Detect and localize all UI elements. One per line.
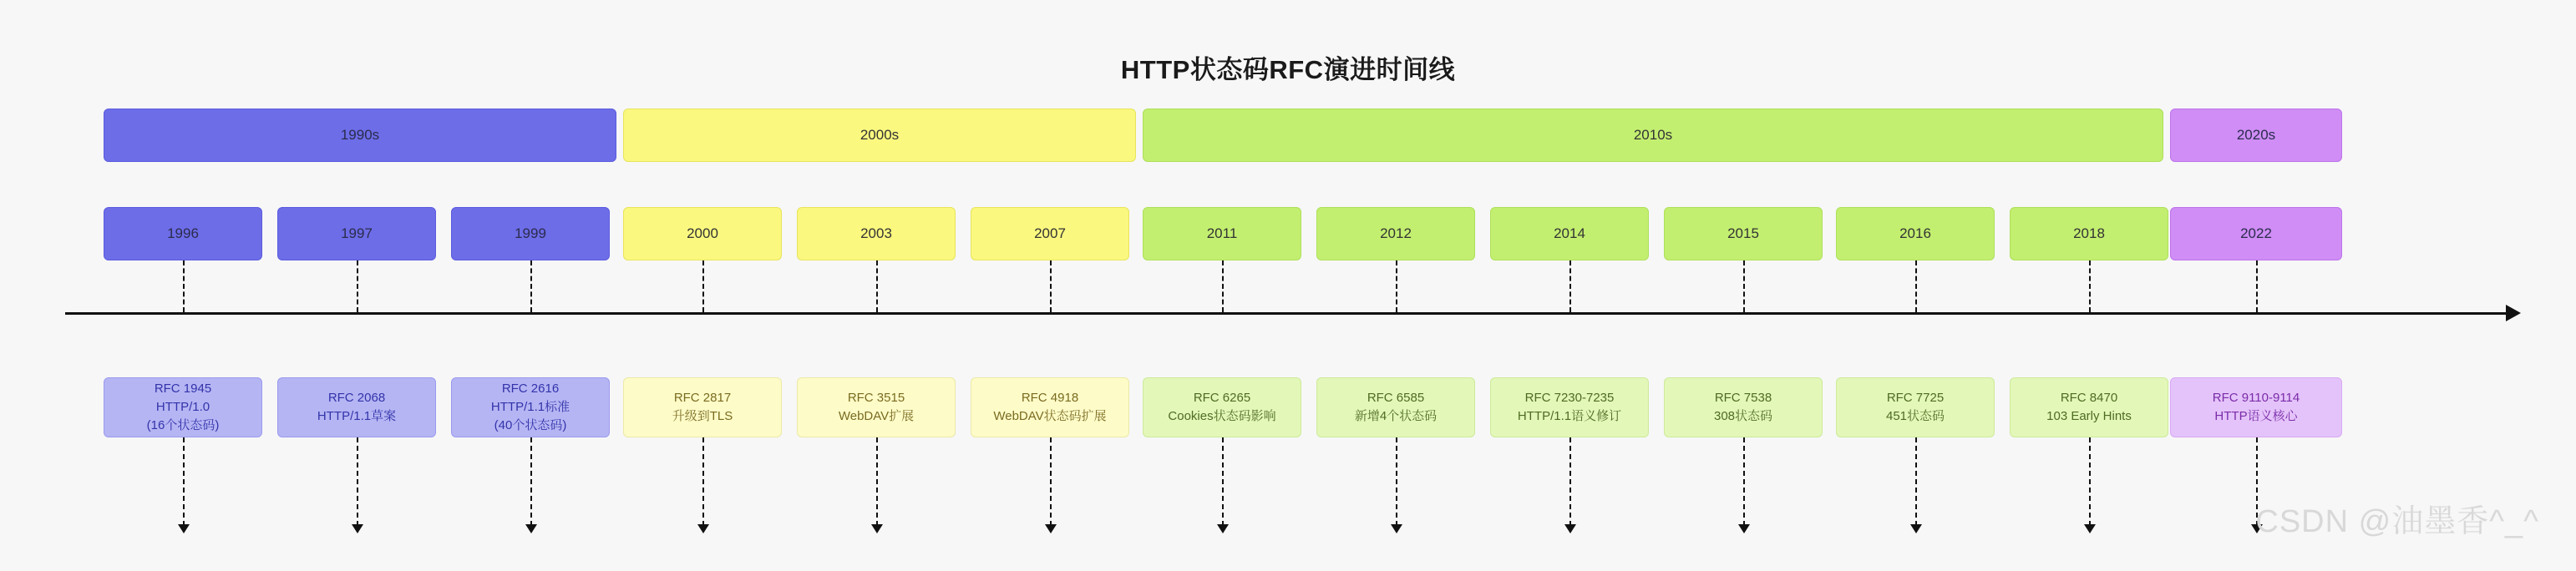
connector-line — [1569, 260, 1571, 312]
connector-arrow-icon — [352, 524, 363, 533]
connector-line — [357, 437, 358, 526]
year-label: 2018 — [2073, 225, 2105, 241]
rfc-description: WebDAV状态码扩展 — [993, 409, 1107, 423]
rfc-card — [1836, 377, 1995, 437]
rfc-card — [971, 377, 1129, 437]
rfc-description: HTTP/1.1语义修订 — [1517, 409, 1622, 423]
connector-arrow-icon — [1391, 524, 1402, 533]
year-block — [1664, 207, 1823, 260]
year-block — [2010, 207, 2168, 260]
rfc-extra: (40个状态码) — [494, 417, 567, 432]
rfc-card — [2010, 377, 2168, 437]
connector-line — [1396, 437, 1397, 526]
rfc-description: Cookies状态码影响 — [1168, 409, 1276, 423]
year-block — [451, 207, 610, 260]
watermark: CSDN @油墨香^_^ — [2255, 504, 2539, 539]
rfc-card — [104, 377, 262, 437]
year-block — [277, 207, 436, 260]
rfc-description: HTTP语义核心 — [2214, 409, 2298, 423]
rfc-id: RFC 7538 — [1714, 391, 1772, 406]
rfc-description: 新增4个状态码 — [1354, 409, 1438, 423]
connector-line — [702, 437, 704, 526]
connector-arrow-icon — [1738, 524, 1750, 533]
rfc-card — [1316, 377, 1475, 437]
page-title: HTTP状态码RFC演进时间线 — [1120, 55, 1456, 84]
connector-arrow-icon — [871, 524, 883, 533]
rfc-id: RFC 2817 — [673, 391, 732, 406]
rfc-description: 升级到TLS — [672, 409, 733, 423]
year-label: 2012 — [1380, 225, 1412, 241]
connector-line — [1569, 437, 1571, 526]
connector-line — [183, 260, 185, 312]
rfc-description: HTTP/1.1标准 — [490, 400, 570, 415]
rfc-description: 308状态码 — [1713, 409, 1773, 423]
connector-arrow-icon — [525, 524, 537, 533]
year-label: 2014 — [1554, 225, 1585, 241]
connector-line — [530, 437, 532, 526]
connector-arrow-icon — [2084, 524, 2096, 533]
connector-line — [1743, 260, 1745, 312]
year-label: 1999 — [515, 225, 546, 241]
connector-line — [702, 260, 704, 312]
connector-line — [2089, 437, 2091, 526]
connector-line — [1050, 437, 1052, 526]
connector-line — [876, 260, 878, 312]
connector-line — [1396, 260, 1397, 312]
era-block — [623, 109, 1136, 162]
era-label: 2010s — [1633, 127, 1673, 143]
rfc-id: RFC 2068 — [327, 391, 386, 406]
connector-arrow-icon — [1217, 524, 1229, 533]
year-block — [797, 207, 956, 260]
connector-line — [2089, 260, 2091, 312]
rfc-id: RFC 7725 — [1886, 391, 1945, 406]
year-label: 2016 — [1899, 225, 1931, 241]
rfc-card — [797, 377, 956, 437]
connector-arrow-icon — [178, 524, 190, 533]
connector-arrow-icon — [1910, 524, 1922, 533]
connector-line — [1915, 437, 1917, 526]
connector-arrow-icon — [1564, 524, 1576, 533]
connector-line — [1222, 260, 1224, 312]
era-block — [1143, 109, 2163, 162]
rfc-card — [1490, 377, 1649, 437]
connector-line — [1050, 260, 1052, 312]
year-block — [104, 207, 262, 260]
year-label: 2007 — [1034, 225, 1066, 241]
rfc-id: RFC 9110-9114 — [2212, 391, 2300, 406]
year-label: 2000 — [687, 225, 718, 241]
era-block — [104, 109, 616, 162]
era-label: 2020s — [2236, 127, 2276, 143]
connector-line — [530, 260, 532, 312]
rfc-id: RFC 7230-7235 — [1524, 391, 1615, 406]
rfc-id: RFC 6585 — [1367, 391, 1425, 406]
year-label: 2003 — [860, 225, 892, 241]
year-label: 2015 — [1727, 225, 1759, 241]
rfc-description: 103 Early Hints — [2046, 409, 2132, 423]
rfc-description: HTTP/1.1草案 — [317, 409, 397, 423]
era-label: 1990s — [340, 127, 380, 143]
rfc-card — [1664, 377, 1823, 437]
connector-line — [1743, 437, 1745, 526]
connector-arrow-icon — [697, 524, 709, 533]
year-block — [971, 207, 1129, 260]
connector-line — [2256, 260, 2258, 312]
rfc-card — [277, 377, 436, 437]
rfc-id: RFC 6265 — [1193, 391, 1251, 406]
rfc-card — [623, 377, 782, 437]
connector-line — [1222, 437, 1224, 526]
rfc-id: RFC 2616 — [501, 382, 560, 397]
rfc-extra: (16个状态码) — [146, 417, 220, 432]
year-block — [2170, 207, 2342, 260]
year-block — [1836, 207, 1995, 260]
timeline-axis-arrow-icon — [2506, 305, 2521, 321]
year-label: 1997 — [341, 225, 373, 241]
connector-line — [876, 437, 878, 526]
connector-line — [357, 260, 358, 312]
era-block — [2170, 109, 2342, 162]
rfc-id: RFC 3515 — [847, 391, 905, 406]
year-label: 2011 — [1206, 225, 1238, 241]
year-label: 2022 — [2240, 225, 2272, 241]
rfc-description: WebDAV扩展 — [838, 409, 915, 423]
rfc-card — [1143, 377, 1301, 437]
rfc-id: RFC 4918 — [1021, 391, 1079, 406]
rfc-id: RFC 8470 — [2060, 391, 2118, 406]
era-label: 2000s — [860, 127, 900, 143]
rfc-description: HTTP/1.0 — [155, 400, 210, 415]
rfc-card — [451, 377, 610, 437]
year-block — [1490, 207, 1649, 260]
rfc-card — [2170, 377, 2342, 437]
timeline-axis — [65, 312, 2513, 315]
year-block — [623, 207, 782, 260]
connector-arrow-icon — [1045, 524, 1057, 533]
year-block — [1316, 207, 1475, 260]
connector-line — [1915, 260, 1917, 312]
year-label: 1996 — [167, 225, 199, 241]
rfc-description: 451状态码 — [1885, 409, 1945, 423]
year-block — [1143, 207, 1301, 260]
rfc-id: RFC 1945 — [154, 382, 212, 397]
connector-line — [183, 437, 185, 526]
